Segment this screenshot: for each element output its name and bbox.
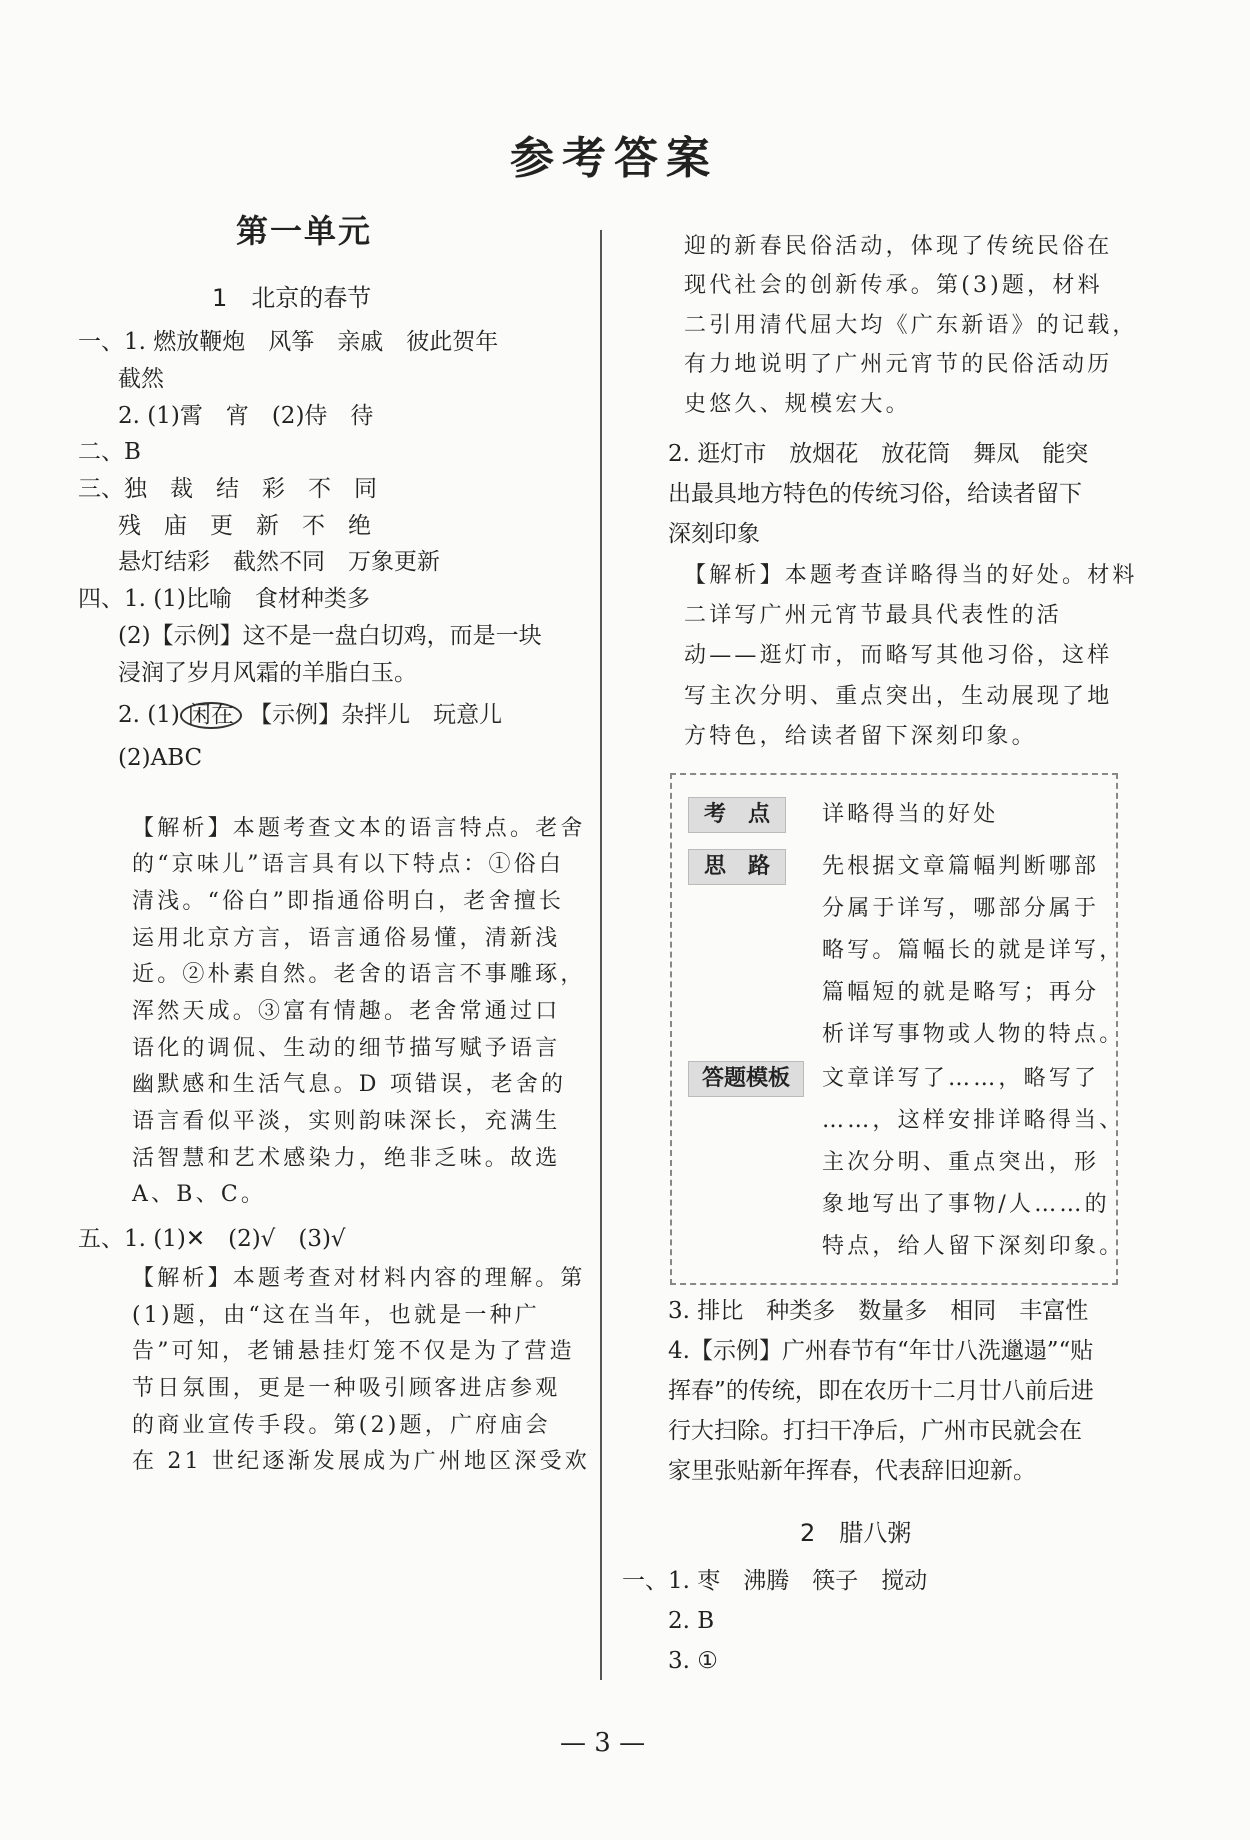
lesson-1-heading: 1 北京的春节 xyxy=(212,284,372,312)
answer-line: 2. 逛灯市 放烟花 放花筒 舞凤 能突 xyxy=(668,441,1089,467)
answer-line: 出最具地方特色的传统习俗，给读者留下 xyxy=(668,481,1082,507)
answer-line: (2)ABC xyxy=(118,745,203,771)
answer-line: 家里张贴新年挥春，代表辞旧迎新。 xyxy=(668,1458,1036,1484)
column-divider xyxy=(600,230,602,1680)
analysis-line: (1)题，由“这在当年，也就是一种广 xyxy=(132,1303,541,1328)
tip-text: 特点，给人留下深刻印象。 xyxy=(822,1234,1125,1259)
answer-line: 五、1. (1)✕ (2)√ (3)√ xyxy=(78,1226,346,1252)
tip-text: 文章详写了……，略写了 xyxy=(822,1066,1100,1091)
analysis-line: 【解析】本题考查详略得当的好处。材料 xyxy=(684,563,1138,588)
answer-line: 行大扫除。打扫干净后，广州市民就会在 xyxy=(668,1418,1082,1444)
analysis-line: 语化的调侃、生动的细节描写赋予语言 xyxy=(132,1036,561,1061)
answer-line: 浸润了岁月风霜的羊脂白玉。 xyxy=(118,660,417,686)
answer-example: 【示例】杂拌儿 玩意儿 xyxy=(249,702,503,728)
analysis-line: 二引用清代屈大均《广东新语》的记载， xyxy=(684,313,1138,338)
tip-text: 篇幅短的就是略写；再分 xyxy=(822,980,1100,1005)
analysis-line: 运用北京方言，语言通俗易懂，清新浅 xyxy=(132,926,561,951)
tip-text: 分属于详写，哪部分属于 xyxy=(822,896,1100,921)
analysis-line: 【解析】本题考查文本的语言特点。老舍 xyxy=(132,816,586,841)
analysis-line: 幽默感和生活气息。D 项错误，老舍的 xyxy=(132,1072,567,1097)
answer-line: (2)【示例】这不是一盘白切鸡，而是一块 xyxy=(118,623,542,649)
answer-line: 3. ① xyxy=(668,1648,718,1674)
tip-text: ……，这样安排详略得当、 xyxy=(822,1108,1125,1133)
analysis-line: 写主次分明、重点突出，生动展现了地 xyxy=(684,684,1113,709)
answer-line: 一、1. 枣 沸腾 筷子 搅动 xyxy=(622,1568,928,1594)
analysis-line: 浑然天成。③富有情趣。老舍常通过口 xyxy=(132,999,561,1024)
tag-kaodian: 考 点 xyxy=(688,797,786,833)
analysis-line: 迎的新春民俗活动，体现了传统民俗在 xyxy=(684,234,1113,259)
tip-text: 主次分明、重点突出，形 xyxy=(822,1150,1100,1175)
answer-line: 截然 xyxy=(118,366,164,392)
answer-number: 2. (1) xyxy=(118,702,180,728)
analysis-line: 在 21 世纪逐渐发展成为广州地区深受欢 xyxy=(132,1449,590,1474)
page-title: 参考答案 xyxy=(510,133,718,184)
tip-text: 析详写事物或人物的特点。 xyxy=(822,1022,1125,1047)
answer-line: 三、独 裁 结 彩 不 同 xyxy=(78,476,377,502)
answer-line xyxy=(118,702,502,729)
answer-line: 4.【示例】广州春节有“年廿八洗邋遢”“贴 xyxy=(668,1338,1094,1364)
lesson-2-heading: 2 腊八粥 xyxy=(800,1519,912,1547)
analysis-line: 告”可知，老铺悬挂灯笼不仅是为了营造 xyxy=(132,1339,575,1364)
analysis-line: 节日氛围，更是一种吸引顾客进店参观 xyxy=(132,1376,561,1401)
answer-line: 四、1. (1)比喻 食材种类多 xyxy=(78,586,370,612)
page-number: — 3 — xyxy=(560,1728,646,1758)
answer-line: 深刻印象 xyxy=(668,521,760,547)
analysis-line: A、B、C。 xyxy=(132,1182,267,1207)
answer-line: 3. 排比 种类多 数量多 相同 丰富性 xyxy=(668,1298,1089,1324)
tip-text: 先根据文章篇幅判断哪部 xyxy=(822,854,1100,879)
analysis-line: 二详写广州元宵节最具代表性的活 xyxy=(684,603,1063,628)
analysis-line: 近。②朴素自然。老舍的语言不事雕琢， xyxy=(132,962,586,987)
analysis-line: 清浅。“俗白”即指通俗明白，老舍擅长 xyxy=(132,889,565,914)
tag-silu: 思 路 xyxy=(688,849,786,885)
analysis-line: 的商业宣传手段。第(2)题，广府庙会 xyxy=(132,1413,551,1438)
analysis-line: 史悠久、规模宏大。 xyxy=(684,392,911,417)
answer-line: 2. (1)霄 宵 (2)侍 待 xyxy=(118,403,374,429)
answer-line: 挥春”的传统，即在农历十二月廿八前后进 xyxy=(668,1378,1094,1404)
analysis-line: 现代社会的创新传承。第(3)题，材料 xyxy=(684,273,1103,298)
analysis-line: 动——逛灯市，而略写其他习俗，这样 xyxy=(684,643,1113,668)
tip-text: 详略得当的好处 xyxy=(822,802,999,827)
analysis-line: 有力地说明了广州元宵节的民俗活动历 xyxy=(684,352,1113,377)
tag-template: 答题模板 xyxy=(688,1061,804,1097)
analysis-line: 活智慧和艺术感染力，绝非乏味。故选 xyxy=(132,1146,561,1171)
unit-heading: 第一单元 xyxy=(236,212,373,250)
analysis-line: 的“京味儿”语言具有以下特点：①俗白 xyxy=(132,852,565,877)
answer-line: 2. B xyxy=(668,1608,715,1634)
answer-line: 二、B xyxy=(78,439,141,465)
answer-line: 一、1. 燃放鞭炮 风筝 亲戚 彼此贺年 xyxy=(78,329,499,355)
tip-text: 略写。篇幅长的就是详写， xyxy=(822,938,1125,963)
answer-line: 悬灯结彩 截然不同 万象更新 xyxy=(118,549,440,575)
analysis-line: 方特色，给读者留下深刻印象。 xyxy=(684,724,1037,749)
answer-line: 残 庙 更 新 不 绝 xyxy=(118,513,371,539)
circled-answer: 闲在 xyxy=(180,702,242,729)
analysis-line: 【解析】本题考查对材料内容的理解。第 xyxy=(132,1266,586,1291)
analysis-line: 语言看似平淡，实则韵味深长，充满生 xyxy=(132,1109,561,1134)
tip-text: 象地写出了事物/人……的 xyxy=(822,1192,1110,1217)
